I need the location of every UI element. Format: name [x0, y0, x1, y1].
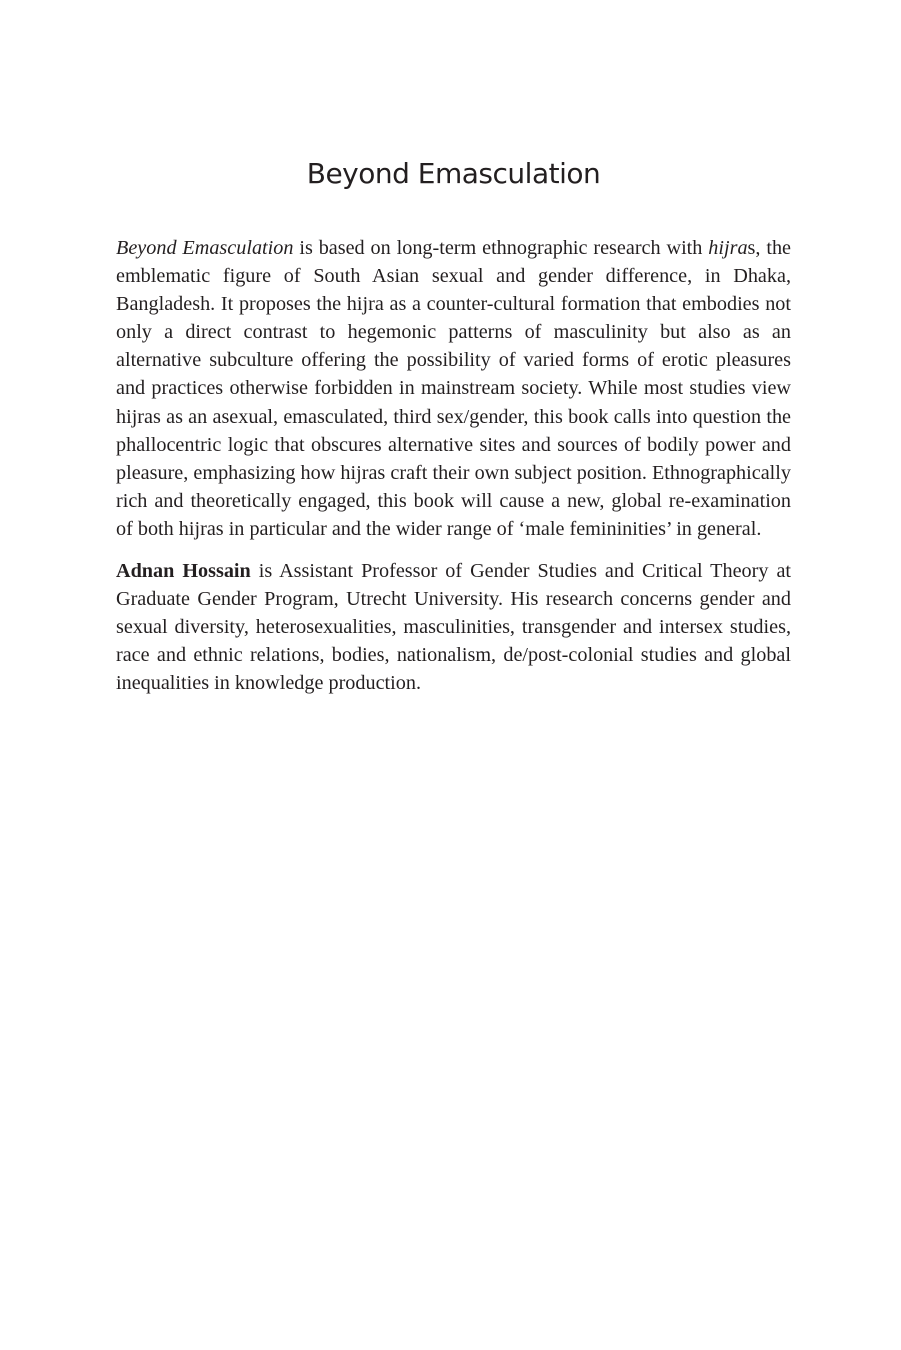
author-name: Adnan Hossain	[116, 560, 251, 583]
hijra-term-italic: hijra	[708, 237, 748, 259]
description-text-2: s, the emblematic figure of South Asian sexual and gender difference, in Dhaka, Bangladesh. It proposes the hijra as a counter-cultural formation that embodies not only a direct contrast to hegemonic patterns of masculinity but also as an alternative subculture offering the possibility of varied forms of erotic pleasures and practices otherwise forbidden in mainstream society. While most studies view hijras as an asexual, emasculated, third sex/gender, this book calls into question the phallocentric logic that obscures alternative sites and sources of bodily power and pleasure, emphasizing how hijras craft their own subject position. Ethnographically rich and theoretically engaged, this book will cause a new, global re-examination of both hijras in particular and the wider range of ‘male femininities’ in general.	[116, 237, 791, 540]
book-title: Beyond Emasculation	[306, 157, 601, 190]
author-bio-text: is Assistant Professor of Gender Studies and Critical Theory at Graduate Gender Program, Utrecht University. His research concerns gender and sexual diversity, heterosexualities, masculinities, transgender and intersex studies, race and ethnic relations, bodies, nationalism, de/post-colonial studies and global inequalities in knowledge production.	[116, 560, 792, 695]
book-description	[116, 234, 791, 543]
book-description-page	[116, 150, 791, 712]
description-text-1: is based on long-term ethnographic research with	[293, 237, 709, 259]
author-bio	[116, 557, 791, 697]
book-title-italic: Beyond Emasculation	[116, 237, 294, 259]
